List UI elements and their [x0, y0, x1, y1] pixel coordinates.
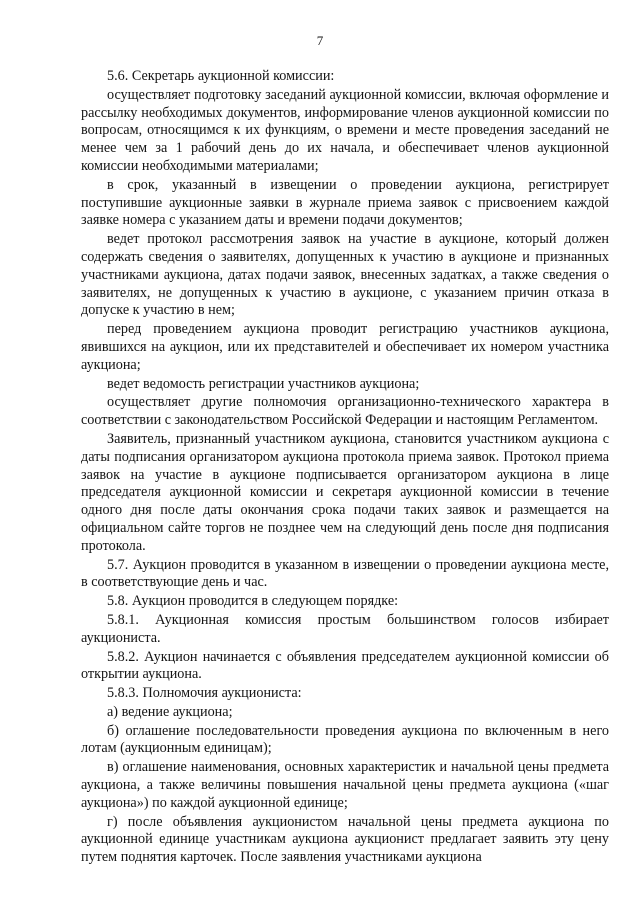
section-heading-5-6: 5.6. Секретарь аукционной комиссии: [107, 68, 335, 84]
document-body [81, 68, 609, 867]
paragraph-meetings-preparation: осуществляет подготовку заседаний аукционной комиссии, включая оформление и рассылку необходимых документов, информирование членов аукционной комиссии по вопросам, относящимся к их функциям, о времени и месте проведения заседаний не менее чем за 1 рабочий день до их начала, и обеспечивает членов аукционной комиссии необходимыми материалами; [81, 86, 609, 174]
section-5-8-3: 5.8.3. Полномочия аукциониста: [107, 685, 302, 702]
section-5-8-1: 5.8.1. Аукционная комиссия простым большинством голосов избирает аукциониста. [81, 611, 609, 646]
page-number: 7 [316, 33, 324, 48]
section-5-8-2: 5.8.2. Аукцион начинается с объявления председателем аукционной комиссии об открытии аукциона. [81, 648, 609, 683]
list-item-a: а) ведение аукциона; [107, 703, 233, 720]
paragraph-participant-registration: перед проведением аукциона проводит регистрацию участников аукциона, явившихся на аукцион, или их представителей и обеспечивает их номером участника аукциона; [81, 321, 609, 373]
list-item-g: г) после объявления аукционистом начальной цены предмета аукциона по аукционной единице участникам аукциона аукционист предлагает заявить эту цену путем поднятия карточек. После заявления участниками аукциона [81, 813, 609, 866]
paragraph-applicant-status: Заявитель, признанный участником аукциона, становится участником аукциона с даты подписания организатором аукциона протокола приема заявок. Протокол приема заявок на участие в аукционе подписывается организатором аукциона в лице председателя аукционной комиссии и секретаря аукционной комиссии в течение одного дня после даты окончания срока подачи таких заявок и размещается на официальном сайте торгов не позднее чем на следующий день после дня подписания протокола. [81, 430, 609, 554]
paragraph-other-powers: осуществляет другие полномочия организационно-технического характера в соответствии с законодательством Российской Федерации и настоящим Регламентом. [81, 394, 609, 429]
section-5-8: 5.8. Аукцион проводится в следующем порядке: [107, 593, 399, 610]
list-item-b: б) оглашение последовательности проведения аукциона по включенным в него лотам (аукционным единицам); [81, 722, 609, 757]
section-5-7: 5.7. Аукцион проводится в указанном в извещении о проведении аукциона месте, в соответствующие день и час. [81, 556, 609, 591]
paragraph-registration-register: ведет ведомость регистрации участников аукциона; [107, 375, 420, 392]
paragraph-review-protocol: ведет протокол рассмотрения заявок на участие в аукционе, который должен содержать сведения о заявителях, допущенных к участию в аукционе и признанных участниками аукциона, датах подачи заявок, внесенных задатках, а также сведения о заявителях, не допущенных к участию в аукционе, с указанием причин отказа в допуске к участию в нем; [81, 231, 609, 319]
list-item-v: в) оглашение наименования, основных характеристик и начальной цены предмета аукциона, а также величины повышения начальной цены предмета аукциона («шаг аукциона») по каждой аукционной единице; [81, 759, 609, 811]
paragraph-registration-of-bids: в срок, указанный в извещении о проведении аукциона, регистрирует поступившие аукционные заявки в журнале приема заявок с присвоением каждой заявке номера с указанием даты и времени подачи документов; [81, 176, 609, 229]
